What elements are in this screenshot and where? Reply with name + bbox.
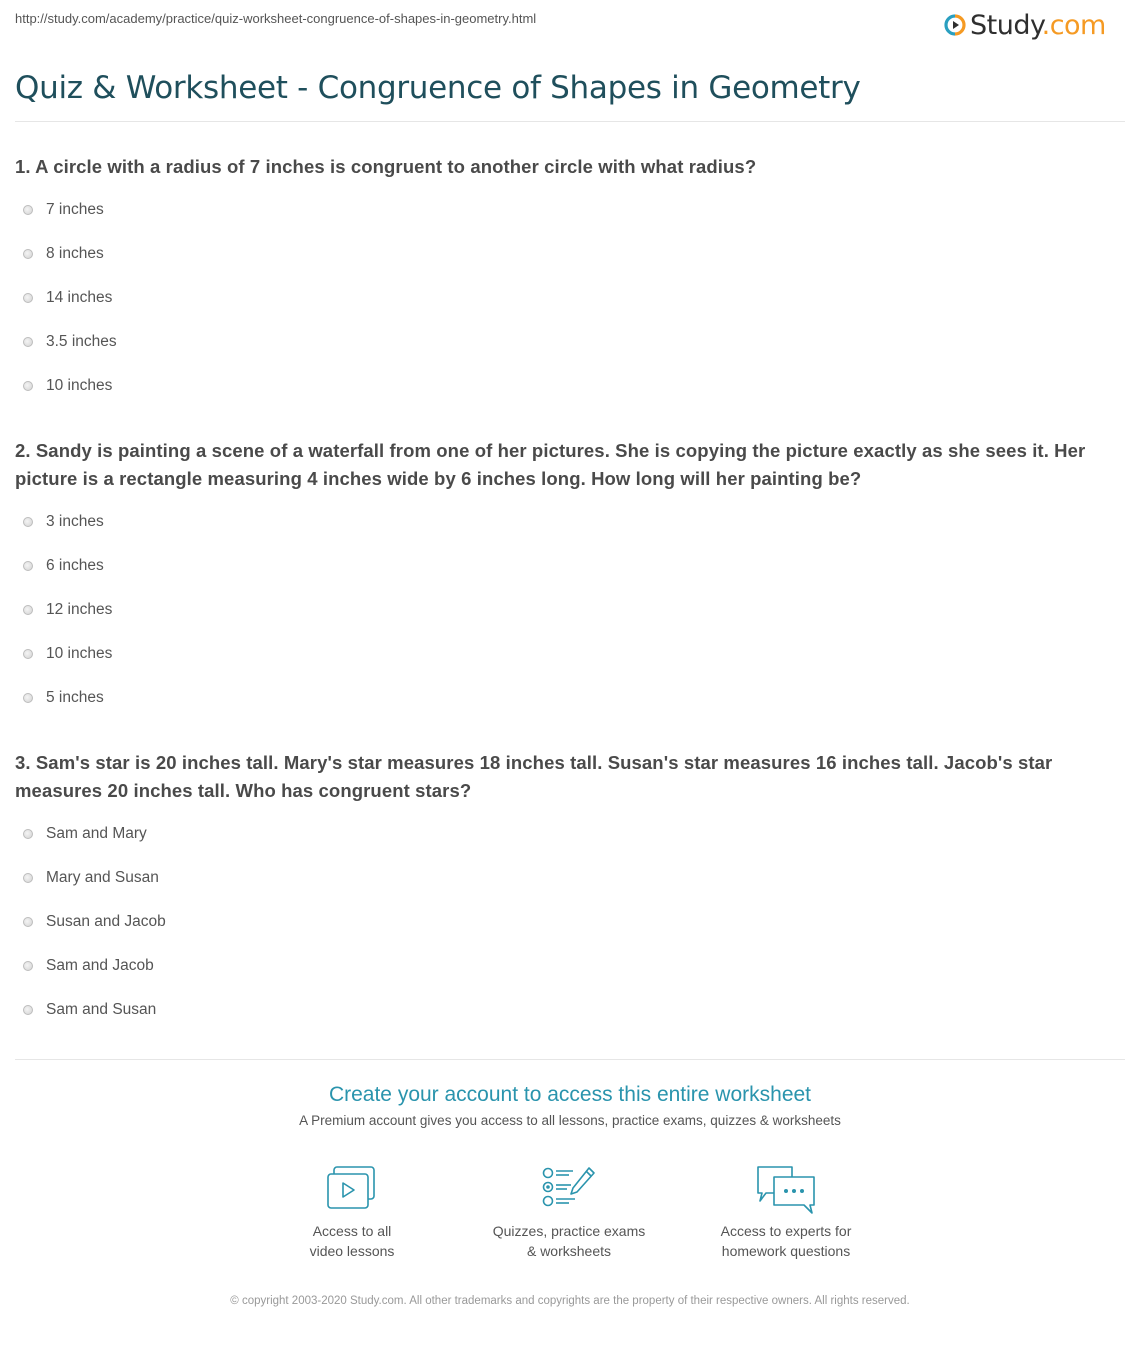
option-label: Susan and Jacob	[46, 913, 166, 930]
question-1	[15, 153, 1125, 181]
question-text: 1. A circle with a radius of 7 inches is congruent to another circle with what radius?	[15, 156, 757, 177]
feature-video-lessons	[252, 1165, 452, 1261]
page-title: Quiz & Worksheet - Congruence of Shapes in Geometry	[15, 70, 861, 106]
feature-label: Access to all video lessons	[309, 1223, 395, 1259]
quiz-checklist-icon	[541, 1165, 597, 1211]
option-2-5[interactable]	[23, 687, 104, 709]
video-lessons-icon	[326, 1165, 378, 1211]
option-3-3[interactable]	[23, 911, 166, 933]
radio-button[interactable]	[23, 829, 33, 839]
radio-button[interactable]	[23, 917, 33, 927]
option-1-4[interactable]	[23, 331, 117, 353]
option-label: Sam and Jacob	[46, 957, 154, 974]
radio-button[interactable]	[23, 517, 33, 527]
option-1-2[interactable]	[23, 243, 104, 265]
question-text: 2. Sandy is painting a scene of a waterfall from one of her pictures. She is copying the picture exactly as she sees it. Her picture is a rectangle measuring 4 inches wide by 6 inches long. How long will her painting be?	[15, 440, 1086, 489]
radio-button[interactable]	[23, 649, 33, 659]
option-label: 10 inches	[46, 377, 113, 394]
radio-button[interactable]	[23, 337, 33, 347]
option-label: Sam and Mary	[46, 825, 147, 842]
radio-button[interactable]	[23, 205, 33, 215]
option-label: 14 inches	[46, 289, 113, 306]
option-label: 5 inches	[46, 689, 104, 706]
option-label: 3 inches	[46, 513, 104, 530]
option-3-1[interactable]	[23, 823, 147, 845]
chat-bubbles-icon	[754, 1165, 818, 1215]
radio-button[interactable]	[23, 605, 33, 615]
question-text: 3. Sam's star is 20 inches tall. Mary's star measures 18 inches tall. Susan's star measures 16 inches tall. Jacob's star measures 20 inches tall. Who has congruent stars?	[15, 752, 1053, 801]
option-1-3[interactable]	[23, 287, 112, 309]
question-3	[15, 749, 1125, 805]
radio-button[interactable]	[23, 381, 33, 391]
option-3-2[interactable]	[23, 867, 159, 889]
radio-button[interactable]	[23, 561, 33, 571]
radio-button[interactable]	[23, 873, 33, 883]
cta-title[interactable]: Create your account to access this entire worksheet	[328, 1083, 812, 1106]
feature-label: Quizzes, practice exams & worksheets	[492, 1223, 646, 1259]
feature-label: Access to experts for homework questions	[720, 1223, 852, 1259]
option-label: 8 inches	[46, 245, 104, 262]
logo-text: Study.com	[970, 9, 1106, 41]
question-2	[15, 437, 1125, 493]
feature-quizzes	[469, 1165, 669, 1261]
radio-button[interactable]	[23, 249, 33, 259]
option-1-5[interactable]	[23, 375, 112, 397]
option-2-1[interactable]	[23, 511, 104, 533]
option-2-2[interactable]	[23, 555, 104, 577]
cta-subtitle: A Premium account gives you access to all lessons, practice exams, quizzes & worksheets	[299, 1113, 841, 1128]
option-label: 7 inches	[46, 201, 104, 218]
option-label: Sam and Susan	[46, 1001, 157, 1018]
page-url: http://study.com/academy/practice/quiz-worksheet-congruence-of-shapes-in-geometry.html	[15, 11, 537, 26]
option-2-3[interactable]	[23, 599, 112, 621]
feature-experts	[686, 1165, 886, 1261]
option-label: 10 inches	[46, 645, 113, 662]
copyright-notice: © copyright 2003-2020 Study.com. All other trademarks and copyrights are the property of their respective owners. All rights reserved.	[230, 1295, 910, 1307]
option-label: 12 inches	[46, 601, 113, 618]
option-label: 3.5 inches	[46, 333, 117, 350]
option-3-5[interactable]	[23, 999, 156, 1021]
radio-button[interactable]	[23, 1005, 33, 1015]
radio-button[interactable]	[23, 961, 33, 971]
radio-button[interactable]	[23, 693, 33, 703]
option-label: 6 inches	[46, 557, 104, 574]
option-3-4[interactable]	[23, 955, 154, 977]
option-1-1[interactable]	[23, 199, 104, 221]
section-divider	[15, 1059, 1125, 1060]
play-logo-icon	[944, 14, 966, 36]
title-divider	[15, 121, 1125, 122]
option-label: Mary and Susan	[46, 869, 159, 886]
option-2-4[interactable]	[23, 643, 112, 665]
study-logo[interactable]	[944, 8, 1106, 42]
radio-button[interactable]	[23, 293, 33, 303]
